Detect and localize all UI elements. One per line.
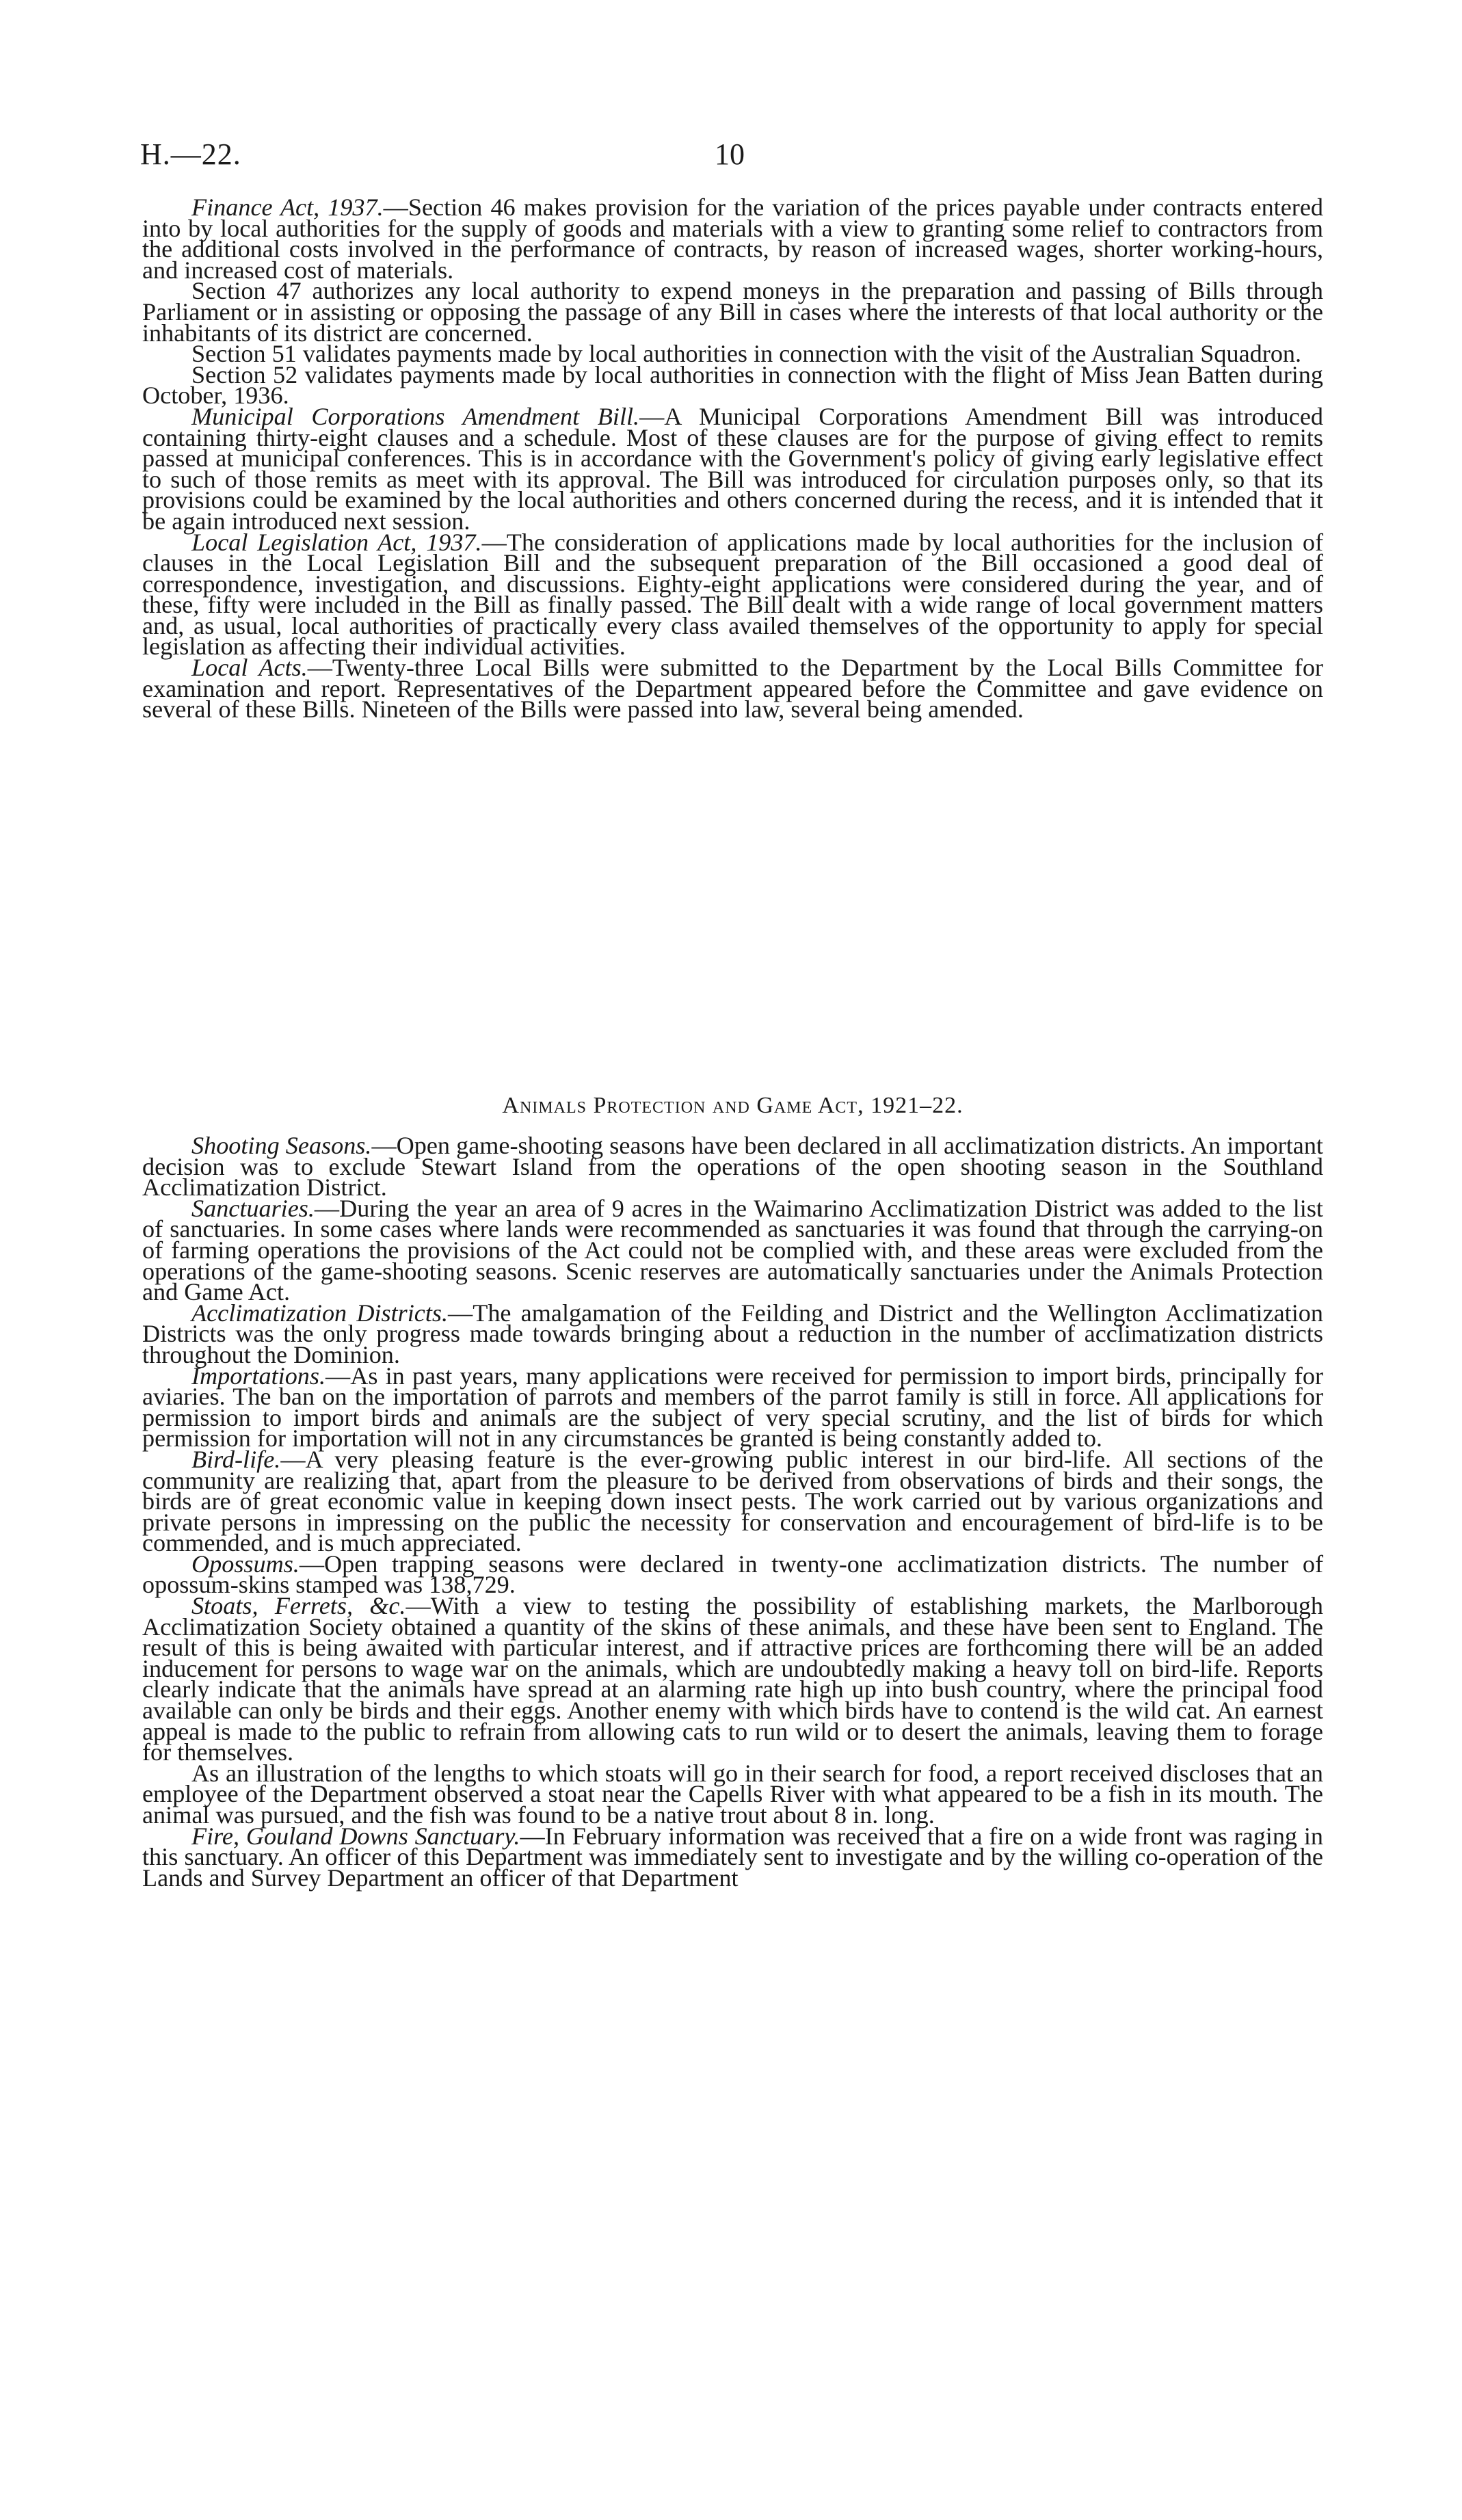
paragraph-text: —The consideration of applications made by local authorities for the inclusion of clauses in the Local Legislation Bill and the subsequent preparation of the Bill occasioned a good deal of correspondence, investigation, and discussions. Eighty-eight applications were considered during the year, and of these, fifty were included in the Bill as finally passed. The Bill dealt with a wide range of local government matters and, as usual, local authorities of practically every class availed themselves of the opportunity to apply for special legislation as affecting their individual activities. [142, 528, 1324, 661]
paragraph [142, 1362, 1323, 1453]
paragraph-text: —As in past years, many applications were received for permission to import birds, principally for aviaries. The ban on the importation of parrots and members of the parrot family is still in force. All applications for permission to import birds and animals are the subject of very special scrutiny, and the list of birds for which permission for importation will not in any circumstances be granted is being constantly added to. [142, 1362, 1323, 1453]
paragraph [142, 1592, 1324, 1766]
paragraph [142, 402, 1323, 535]
paragraph-lead: Finance Act, 1937. [191, 194, 384, 221]
paragraph-text: Section 51 validates payments made by local authorities in connection with the visit of the Australian Squadron. [191, 340, 1302, 368]
paragraph [142, 1445, 1323, 1557]
section-heading: Animals Protection and Game Act, 1921–22. [502, 1093, 963, 1118]
paragraph-text: —During the year an area of 9 acres in the Waimarino Acclimatization District was added to the list of sanctuaries. In some cases where lands were recommended as sanctuaries it was found that through the carrying-on of farming operations the provisions of the Act could not be complied with, and these areas were excluded from the operations of the game-shooting seasons. Scenic reserves are automatically sanctuaries under the Animals Protection and Game Act. [142, 1194, 1323, 1306]
page-number: 10 [715, 137, 745, 171]
paragraph [142, 1822, 1324, 1892]
paragraph [142, 654, 1323, 724]
paragraph-text: —A very pleasing feature is the ever-growing public interest in our bird-life. All sections of the community are realizing that, apart from the pleasure to be derived from observations of birds and their songs, the birds are of great economic value in keeping down insect pests. The work carried out by various organizations and private persons in impressing on the public the necessity for conservation and encouragement of bird-life is to be commended, and is much appreciated. [142, 1445, 1323, 1557]
paragraph-text: —In February information was received that a fire on a wide front was raging in this sanctuary. An officer of this Department was immediately sent to investigate and by the willing co-operation of the Lands and Survey Department an officer of that Department [142, 1822, 1324, 1892]
paragraph-text: —Open trapping seasons were declared in twenty-one acclimatization districts. The number of opossum-skins stamped was 138,729. [142, 1550, 1323, 1599]
paragraph [142, 360, 1323, 410]
paragraph [142, 277, 1323, 347]
paragraph [142, 1132, 1323, 1202]
paragraph-text: As an illustration of the lengths to which stoats will go in their search for food, a report received discloses that an employee of the Department observed a stoat near the Capells River with what appeared to be a fish in its mouth. The animal was pursued, and the fish was found to be a native trout about 8 in. long. [142, 1759, 1323, 1829]
paragraph-lead: Importations. [191, 1362, 326, 1390]
paragraph-lead: Opossums. [191, 1550, 300, 1578]
page-header [140, 137, 1323, 178]
local-government-section [142, 194, 1324, 724]
paragraph [142, 1550, 1323, 1599]
paragraph-lead: Stoats, Ferrets, &c. [191, 1592, 406, 1620]
paragraph-lead: Shooting Seasons. [191, 1132, 372, 1159]
paragraph-text: Section 52 validates payments made by local authorities in connection with the flight of Miss Jean Batten during October, 1936. [142, 360, 1323, 410]
paragraph [142, 194, 1323, 284]
paragraph [142, 1759, 1323, 1829]
paragraph-text: —With a view to testing the possibility of establishing markets, the Marlborough Acclimatization Society obtained a quantity of the skins of these animals, and these have been sent to England. The result of this is being awaited with particular interest, and if attractive prices are forthcoming there will be an added inducement for persons to wage war on the animals, which are undoubtedly making a heavy toll on bird-life. Reports clearly indicate that the animals have spread at an alarming rate high up into bush country, where the principal food available can only be birds and their eggs. Another enemy with which birds have to contend is the wild cat. An earnest appeal is made to the public to refrain from allowing cats to run wild or to desert the animals, leaving them to forage for themselves. [142, 1592, 1324, 1766]
paragraph-text: —A Municipal Corporations Amendment Bill was introduced containing thirty-eight clauses and a schedule. Most of these clauses are for the purpose of giving effect to remits passed at municipal conferences. This is in accordance with the Government's policy of giving early legislative effect to such of those remits as meet with its approval. The Bill was introduced for circulation purposes only, so that its provisions could be examined by the local authorities and others concerned during the recess, and it is intended that it be again introduced next session. [142, 402, 1323, 535]
paragraph-lead: Bird-life. [191, 1445, 281, 1473]
paragraph-lead: Acclimatization Districts. [191, 1299, 449, 1327]
paragraph-text: —Section 46 makes provision for the variation of the prices payable under contracts entered into by local authorities for the supply of goods and materials with a view to granting some relief to contractors from the additional costs involved in the performance of contracts, by reason of increased wages, shorter working-hours, and increased cost of materials. [142, 194, 1323, 284]
paragraph-text: —Open game-shooting seasons have been declared in all acclimatization districts. An important decision was to exclude Stewart Island from the operations of the open shooting season in the Southland Acclimatization District. [142, 1132, 1323, 1202]
paragraph [142, 1299, 1323, 1368]
paragraph-lead: Fire, Gouland Downs Sanctuary. [191, 1822, 520, 1850]
paragraph-lead: Local Legislation Act, 1937. [191, 528, 482, 556]
document-reference: H.—22. [140, 137, 241, 171]
paragraph-text: —Twenty-three Local Bills were submitted to the Department by the Local Bills Committee for examination and report. Representatives of the Department appeared before the Committee and gave evidence on several of these Bills. Nineteen of the Bills were passed into law, several being amended. [142, 654, 1323, 724]
paragraph-text: —The amalgamation of the Feilding and District and the Wellington Acclimatization Districts was the only progress made towards bringing about a reduction in the number of acclimatization districts throughout the Dominion. [142, 1299, 1323, 1368]
paragraph [142, 528, 1324, 661]
paragraph-lead: Local Acts. [191, 654, 308, 682]
paragraph [142, 1194, 1323, 1306]
paragraph-lead: Municipal Corporations Amendment Bill. [191, 402, 640, 430]
paragraph-text: Section 47 authorizes any local authority to expend moneys in the preparation and passing of Bills through Parliament or in assisting or opposing the passage of any Bill in cases where the interests of that local authority or the inhabitants of its district are concerned. [142, 277, 1323, 347]
animals-protection-section [142, 1132, 1324, 1892]
paragraph-lead: Sanctuaries. [191, 1194, 315, 1222]
